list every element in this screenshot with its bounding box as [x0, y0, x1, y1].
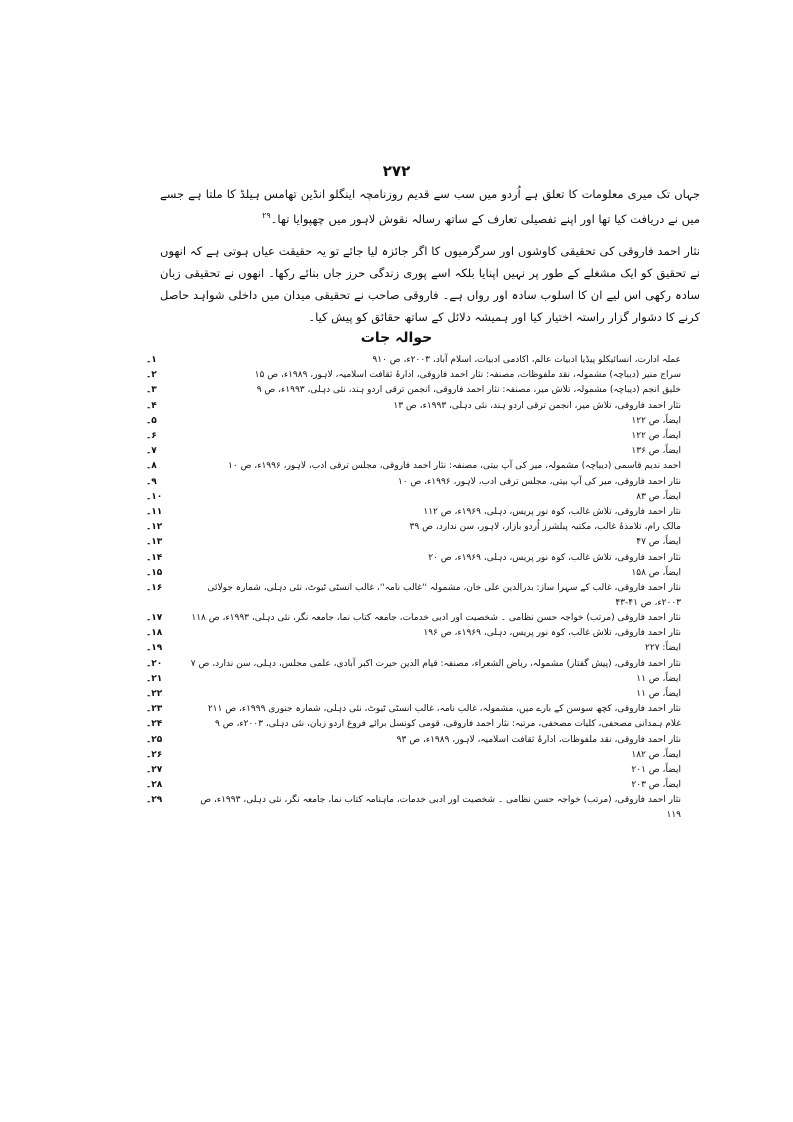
- reference-number: ۲۸۔: [146, 780, 163, 791]
- reference-item: [146, 566, 701, 581]
- reference-item: [146, 399, 701, 414]
- reference-text: ایضاً، ص ۲۰۱: [631, 765, 681, 776]
- reference-number: ۶۔: [146, 431, 157, 442]
- reference-text: ایضاً: ۲۲۷: [645, 643, 681, 654]
- reference-number: ۴۔: [146, 400, 157, 411]
- reference-number: ۱۵۔: [146, 567, 163, 578]
- reference-text: ایضاً، ص ۱۵۸: [631, 567, 681, 578]
- reference-number: ۵۔: [146, 415, 157, 426]
- reference-number: ۲۹۔: [146, 795, 163, 806]
- reference-number: ۱۰۔: [146, 491, 163, 502]
- reference-item: [146, 535, 701, 550]
- reference-number: ۲۶۔: [146, 749, 163, 760]
- reference-item: [146, 687, 701, 702]
- reference-item: [146, 702, 701, 717]
- reference-number: ۱۹۔: [146, 643, 163, 654]
- reference-item: [146, 657, 701, 672]
- reference-item: [146, 383, 701, 398]
- reference-text: ایضاً، ص ۴۷: [636, 537, 681, 548]
- paragraph-1: [160, 183, 700, 230]
- reference-text: عملہ ادارت، انسائیکلو پیڈیا ادبیات عالم، اکادمی ادبیات، اسلام آباد، ۲۰۰۳ء، ص ۹۱۰: [372, 355, 681, 365]
- reference-text: مالک رام، تلامذۂ غالب، مکتبہ پبلشرز اُردو بازار، لاہور، سن ندارد، ص ۳۹: [409, 522, 681, 533]
- reference-item: [146, 717, 701, 732]
- reference-number: ۷۔: [146, 446, 157, 457]
- reference-item: [146, 778, 701, 793]
- reference-text: ایضاً، ص ۱۸۲: [631, 749, 681, 760]
- reference-text: نثار احمد فاروقی، تلاش غالب، کوہ نور پریس، دہلی، ۱۹۶۹ء، ص ۲۰: [428, 552, 681, 563]
- reference-item: [146, 368, 701, 383]
- reference-number: ۸۔: [146, 461, 157, 472]
- body-text: [160, 183, 700, 338]
- reference-text: نثار احمد فاروقی (مرتب) خواجہ حسن نظامی ۔ شخصیت اور ادبی خدمات، جامعہ کتاب نما، جامعہ نگر، نئی دہلی، ۱۹۹۳ء، ص ۱۱۸: [191, 613, 681, 624]
- reference-text: سراج منیر (دیباچہ) مشمولہ، نقد ملفوظات، مصنفہ: نثار احمد فاروقی، ادارۂ ثقافت اسلامیہ، لاہور، ۱۹۸۹ء، ص ۱۵: [254, 370, 681, 381]
- reference-number: ۲۲۔: [146, 689, 163, 700]
- footnote-marker: ۲۹: [262, 211, 271, 220]
- reference-item: [146, 551, 701, 566]
- reference-number: ۲۱۔: [146, 673, 163, 684]
- reference-item: [146, 611, 701, 626]
- reference-text: ایضاً، ص ۱۱: [636, 689, 681, 700]
- reference-item: [146, 475, 701, 490]
- reference-item: [146, 581, 701, 611]
- reference-text: ایضاً، ص ۱۳۶: [631, 446, 681, 457]
- reference-number: ۱۱۔: [146, 507, 163, 518]
- reference-number: ۲۴۔: [146, 719, 163, 730]
- reference-text: نثار احمد فاروقی، تلاش غالب، کوہ نور پریس، دہلی، ۱۹۶۹ء، ص ۱۱۲: [423, 507, 681, 518]
- reference-number: ۱۲۔: [146, 522, 163, 533]
- reference-number: ۱۷۔: [146, 613, 163, 624]
- page-number: ۲۷۲: [382, 162, 411, 180]
- reference-item: [146, 793, 701, 823]
- reference-item: [146, 353, 701, 368]
- reference-item: [146, 505, 701, 520]
- reference-number: ۳۔: [146, 385, 157, 396]
- reference-item: [146, 459, 701, 474]
- reference-text: ایضاً، ص ۲۰۳: [631, 780, 681, 791]
- reference-text: نثار احمد فاروقی، (مرتب) خواجہ حسن نظامی ۔ شخصیت اور ادبی خدمات، ماہنامہ کتاب نما، جامعہ نگر، نئی دہلی، ۱۹۹۳ء، ص ۱۱۹: [200, 795, 681, 821]
- reference-number: ۲۵۔: [146, 734, 163, 745]
- reference-item: [146, 429, 701, 444]
- references-list: [146, 353, 701, 823]
- reference-number: ۲۔: [146, 370, 157, 381]
- reference-item: [146, 672, 701, 687]
- reference-text: نثار احمد فاروقی، نقد ملفوظات، ادارۂ ثقافت اسلامیہ، لاہور، ۱۹۸۹ء، ص ۹۳: [396, 734, 681, 745]
- reference-text: ایضاً، ص ۸۳: [636, 491, 681, 502]
- paragraph-2: نثار احمد فاروقی کی تحقیقی کاوشوں اور سرگرمیوں کا اگر جائزہ لیا جائے تو یہ حقیقت عیاں ہوتی ہے کہ انھوں نے تحقیق کو ایک مشغلے کے طور پر نہیں اپنایا بلکہ اسے پوری زندگی حرز جاں بنائے رکھا۔ انھوں نے تحقیقی زبان سادہ رکھی اس لیے ان کا اسلوب سادہ اور رواں ہے۔ فاروقی صاحب نے تحقیقی میدان میں داخلی شواہد حاصل کرنے کا دشوار گزار راستہ اختیار کیا اور ہمیشہ دلائل کے ساتھ حقائق کو پیش کیا۔: [160, 243, 700, 324]
- reference-text: نثار احمد فاروقی، (پیش گفتار) مشمولہ، ریاض الشعراء، مصنفہ: قیام الدین حیرت اکبر آبادی، علمی مجلس، دہلی، سن ندارد، ص ۷: [190, 658, 681, 669]
- reference-number: ۲۳۔: [146, 704, 163, 715]
- reference-number: ۱۶۔: [146, 583, 163, 594]
- reference-number: ۱۔: [146, 355, 157, 365]
- reference-text: نثار احمد فاروقی، میر کی آپ بیتی، مجلس ترقی ادب، لاہور، ۱۹۹۶ء، ص ۱۰: [397, 476, 681, 487]
- reference-text: نثار احمد فاروقی، تلاش میر، انجمن ترقی اردو ہند، نئی دہلی، ۱۹۹۳ء، ص ۱۳: [393, 400, 681, 411]
- reference-text: احمد ندیم قاسمی (دیباچہ) مشمولہ، میر کی آپ بیتی، مصنفہ: نثار احمد فاروقی، مجلس ترقی ادب، لاہور، ۱۹۹۶ء، ص ۱۰: [228, 461, 681, 472]
- reference-text: نثار احمد فاروقی، غالب کے سہرا ساز: بدرالدین علی خان، مشمولہ ''غالب نامہ''، غالب انسٹی ٹیوٹ، نئی دہلی، شمارہ جولائی ۲۰۰۳ء، ص ۴۱-۴۳: [207, 583, 681, 609]
- reference-text: خلیق انجم (دیباچہ) مشمولہ، تلاش میر، مصنفہ: نثار احمد فاروقی، انجمن ترقی اردو ہند، نئی دہلی، ۱۹۹۳ء، ص ۹: [256, 385, 681, 396]
- reference-item: [146, 763, 701, 778]
- reference-item: [146, 733, 701, 748]
- reference-text: ایضاً، ص ۱۱: [636, 673, 681, 684]
- reference-item: [146, 444, 701, 459]
- reference-item: [146, 520, 701, 535]
- reference-text: ایضاً، ص ۱۲۲: [631, 415, 681, 426]
- reference-item: [146, 490, 701, 505]
- reference-item: [146, 641, 701, 656]
- reference-number: ۱۳۔: [146, 537, 163, 548]
- reference-text: غلام ہمدانی مصحفی، کلیات مصحفی، مرتبہ: نثار احمد فاروقی، قومی کونسل برائے فروغ اردو زبان، نئی دہلی، ۲۰۰۳ء، ص ۹: [215, 719, 681, 730]
- references-heading: حوالہ جات: [360, 330, 433, 346]
- reference-text: نثار احمد فاروقی، تلاش غالب، کوہ نور پریس، دہلی، ۱۹۶۹ء، ص ۱۹۶: [423, 628, 681, 639]
- reference-number: ۲۰۔: [146, 658, 163, 669]
- reference-number: ۱۴۔: [146, 552, 163, 563]
- reference-number: ۱۸۔: [146, 628, 163, 639]
- reference-text: ایضاً، ص ۱۲۲: [631, 431, 681, 442]
- paragraph-1-text: جہاں تک میری معلومات کا تعلق ہے اُردو میں سب سے قدیم روزنامچہ اینگلو انڈین تھامس ہیلڈ کا ملتا ہے جسے میں نے دریافت کیا تھا اور اپنے تفصیلی تعارف کے ساتھ رسالہ نقوش لاہور میں چھپوایا تھا۔: [160, 187, 700, 226]
- reference-item: [146, 414, 701, 429]
- reference-text: نثار احمد فاروقی، کچھ سوسن کے بارے میں، مشمولہ، غالب نامہ، غالب انسٹی ٹیوٹ، نئی دہلی، شمارہ جنوری ۱۹۹۹ء، ص ۲۱۱: [207, 704, 681, 715]
- reference-item: [146, 748, 701, 763]
- reference-number: ۲۷۔: [146, 765, 163, 776]
- reference-item: [146, 626, 701, 641]
- reference-number: ۹۔: [146, 476, 157, 487]
